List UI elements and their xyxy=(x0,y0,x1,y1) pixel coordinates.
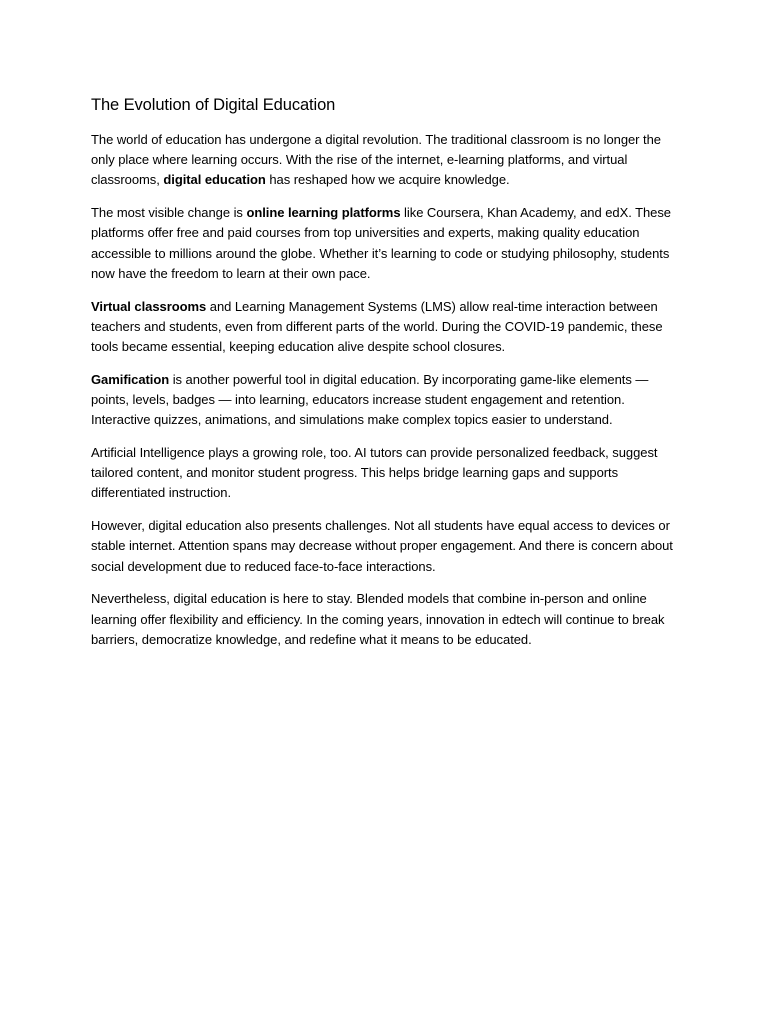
paragraph xyxy=(91,130,676,191)
paragraph-text: has reshaped how we acquire knowledge. xyxy=(265,172,510,188)
bold-text: digital education xyxy=(163,172,266,188)
paragraph xyxy=(91,370,676,431)
paragraph xyxy=(91,589,676,650)
bold-text: Virtual classrooms xyxy=(91,298,207,314)
paragraph-text: Nevertheless, digital education is here to stay. Blended models that combine in-person and online learning offer flexibility and efficiency. In the coming years, innovation in edtech will continue to break barriers, democratize knowledge, and redefine what it means to be educated. xyxy=(91,591,665,647)
paragraph xyxy=(91,443,676,504)
paragraph-text: Artificial Intelligence plays a growing role, too. AI tutors can provide personalized feedback, suggest tailored content, and monitor student progress. This helps bridge learning gaps and supports differentiated instruction. xyxy=(91,445,658,501)
paragraph-text: like Coursera, Khan Academy, and edX. These platforms offer free and paid courses from top universities and experts, making quality education accessible to millions around the globe. Whether it’s learning to code or studying philosophy, students now have the freedom to learn at their own pace. xyxy=(91,205,671,281)
paragraph-text: The world of education has undergone a digital revolution. The traditional classroom is no longer the only place where learning occurs. With the rise of the internet, e-learning platforms, and virtual classrooms, xyxy=(91,132,661,188)
paragraph xyxy=(91,516,676,577)
paragraph-text: However, digital education also presents challenges. Not all students have equal access to devices or stable internet. Attention spans may decrease without proper engagement. And there is concern about social development due to reduced face-to-face interactions. xyxy=(91,518,673,574)
paragraph-text: and Learning Management Systems (LMS) allow real-time interaction between teachers and students, even from different parts of the world. During the COVID-19 pandemic, these tools became essential, keeping education alive despite school closures. xyxy=(91,298,663,355)
paragraph xyxy=(91,297,676,358)
paragraph xyxy=(91,203,676,284)
bold-text: online learning platforms xyxy=(246,205,401,221)
paragraph-text: The most visible change is xyxy=(91,205,247,221)
document-body xyxy=(91,130,676,650)
bold-text: Gamification xyxy=(91,371,170,387)
document-title: The Evolution of Digital Education xyxy=(91,96,336,114)
paragraph-text: is another powerful tool in digital education. By incorporating game-like elements — points, levels, badges — into learning, educators increase student engagement and retention. Interactive quizzes, animations, and simulations make complex topics easier to understand. xyxy=(91,371,649,428)
